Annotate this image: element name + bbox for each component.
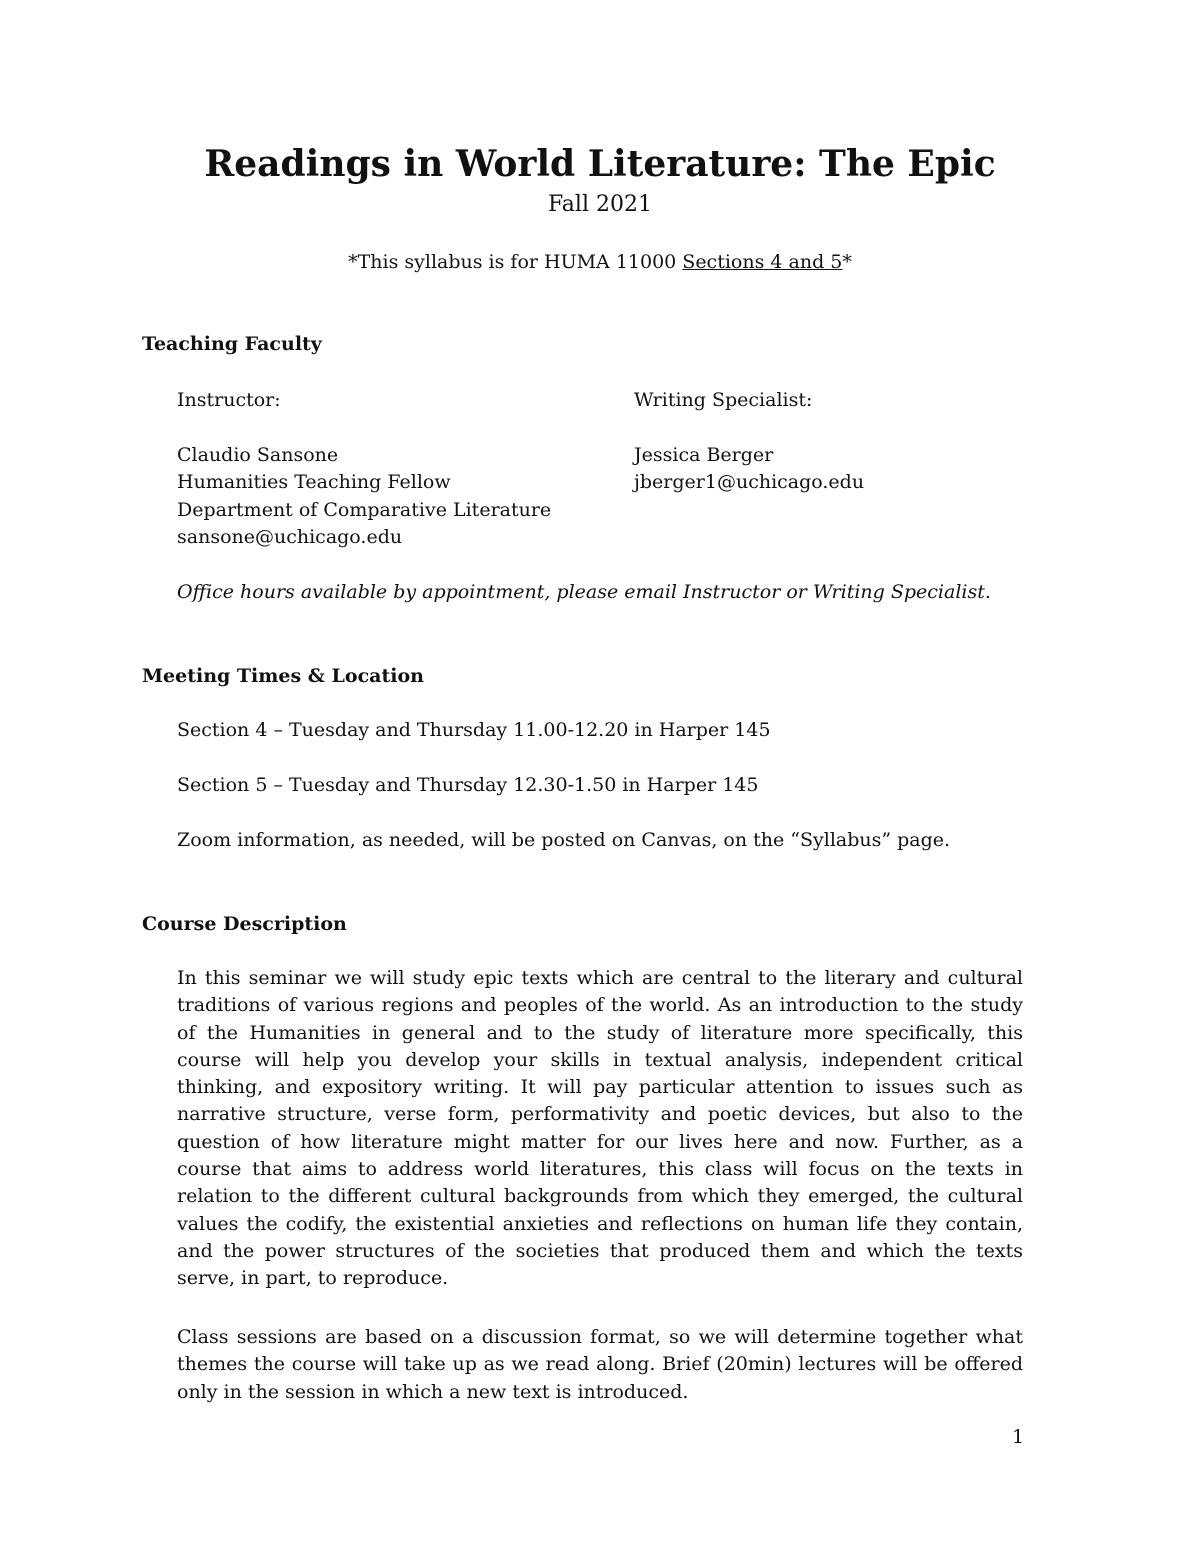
course-description-heading: Course Description — [142, 913, 347, 935]
note-prefix: *This syllabus is for HUMA 11000 — [348, 251, 683, 273]
instructor-email: sansone@uchicago.edu — [177, 526, 403, 548]
office-hours-note: Office hours available by appointment, please email Instructor or Writing Specialist. — [177, 581, 991, 603]
teaching-faculty-heading: Teaching Faculty — [142, 333, 322, 355]
specialist-email: jberger1@uchicago.edu — [634, 471, 865, 493]
specialist-role: Writing Specialist: — [634, 389, 813, 411]
syllabus-note — [0, 248, 1200, 276]
instructor-title: Humanities Teaching Fellow — [177, 471, 451, 493]
instructor-name: Claudio Sansone — [177, 444, 339, 466]
term: Fall 2021 — [548, 192, 652, 217]
page-number: 1 — [1012, 1426, 1025, 1448]
section-5-time: Section 5 – Tuesday and Thursday 12.30-1.50 in Harper 145 — [177, 774, 759, 796]
meeting-heading: Meeting Times & Location — [142, 665, 424, 687]
instructor-role: Instructor: — [177, 389, 281, 411]
description-paragraph-2: Class sessions are based on a discussion format, so we will determine together what themes the course will take up as we read along. Brief (20min) lectures will be offered only in the session in which a new text is introduced. — [177, 1326, 1023, 1403]
specialist-name: Jessica Berger — [634, 444, 774, 466]
instructor-department: Department of Comparative Literature — [177, 499, 552, 521]
section-4-time: Section 4 – Tuesday and Thursday 11.00-12.20 in Harper 145 — [177, 719, 771, 741]
note-suffix: * — [842, 251, 852, 273]
zoom-info: Zoom information, as needed, will be posted on Canvas, on the “Syllabus” page. — [177, 829, 951, 851]
note-sections: Sections 4 and 5 — [682, 251, 843, 273]
description-paragraph-1: In this seminar we will study epic texts which are central to the literary and cultural traditions of various regions and peoples of the world. As an introduction to the study of the Humanities in general and to the study of literature more specifically, this course will help you develop your skills in textual analysis, independent critical thinking, and expository writing. It will pay particular attention to issues such as narrative structure, verse form, performativity and poetic devices, but also to the question of how literature might matter for our lives here and now. Further, as a course that aims to address world literatures, this class will focus on the texts in relation to the different cultural backgrounds from which they emerged, the cultural values the codify, the existential anxieties and reflections on human life they contain, and the power structures of the societies that produced them and which the texts serve, in part, to reproduce. — [177, 967, 1023, 1290]
page-title: Readings in World Literature: The Epic — [204, 143, 996, 185]
